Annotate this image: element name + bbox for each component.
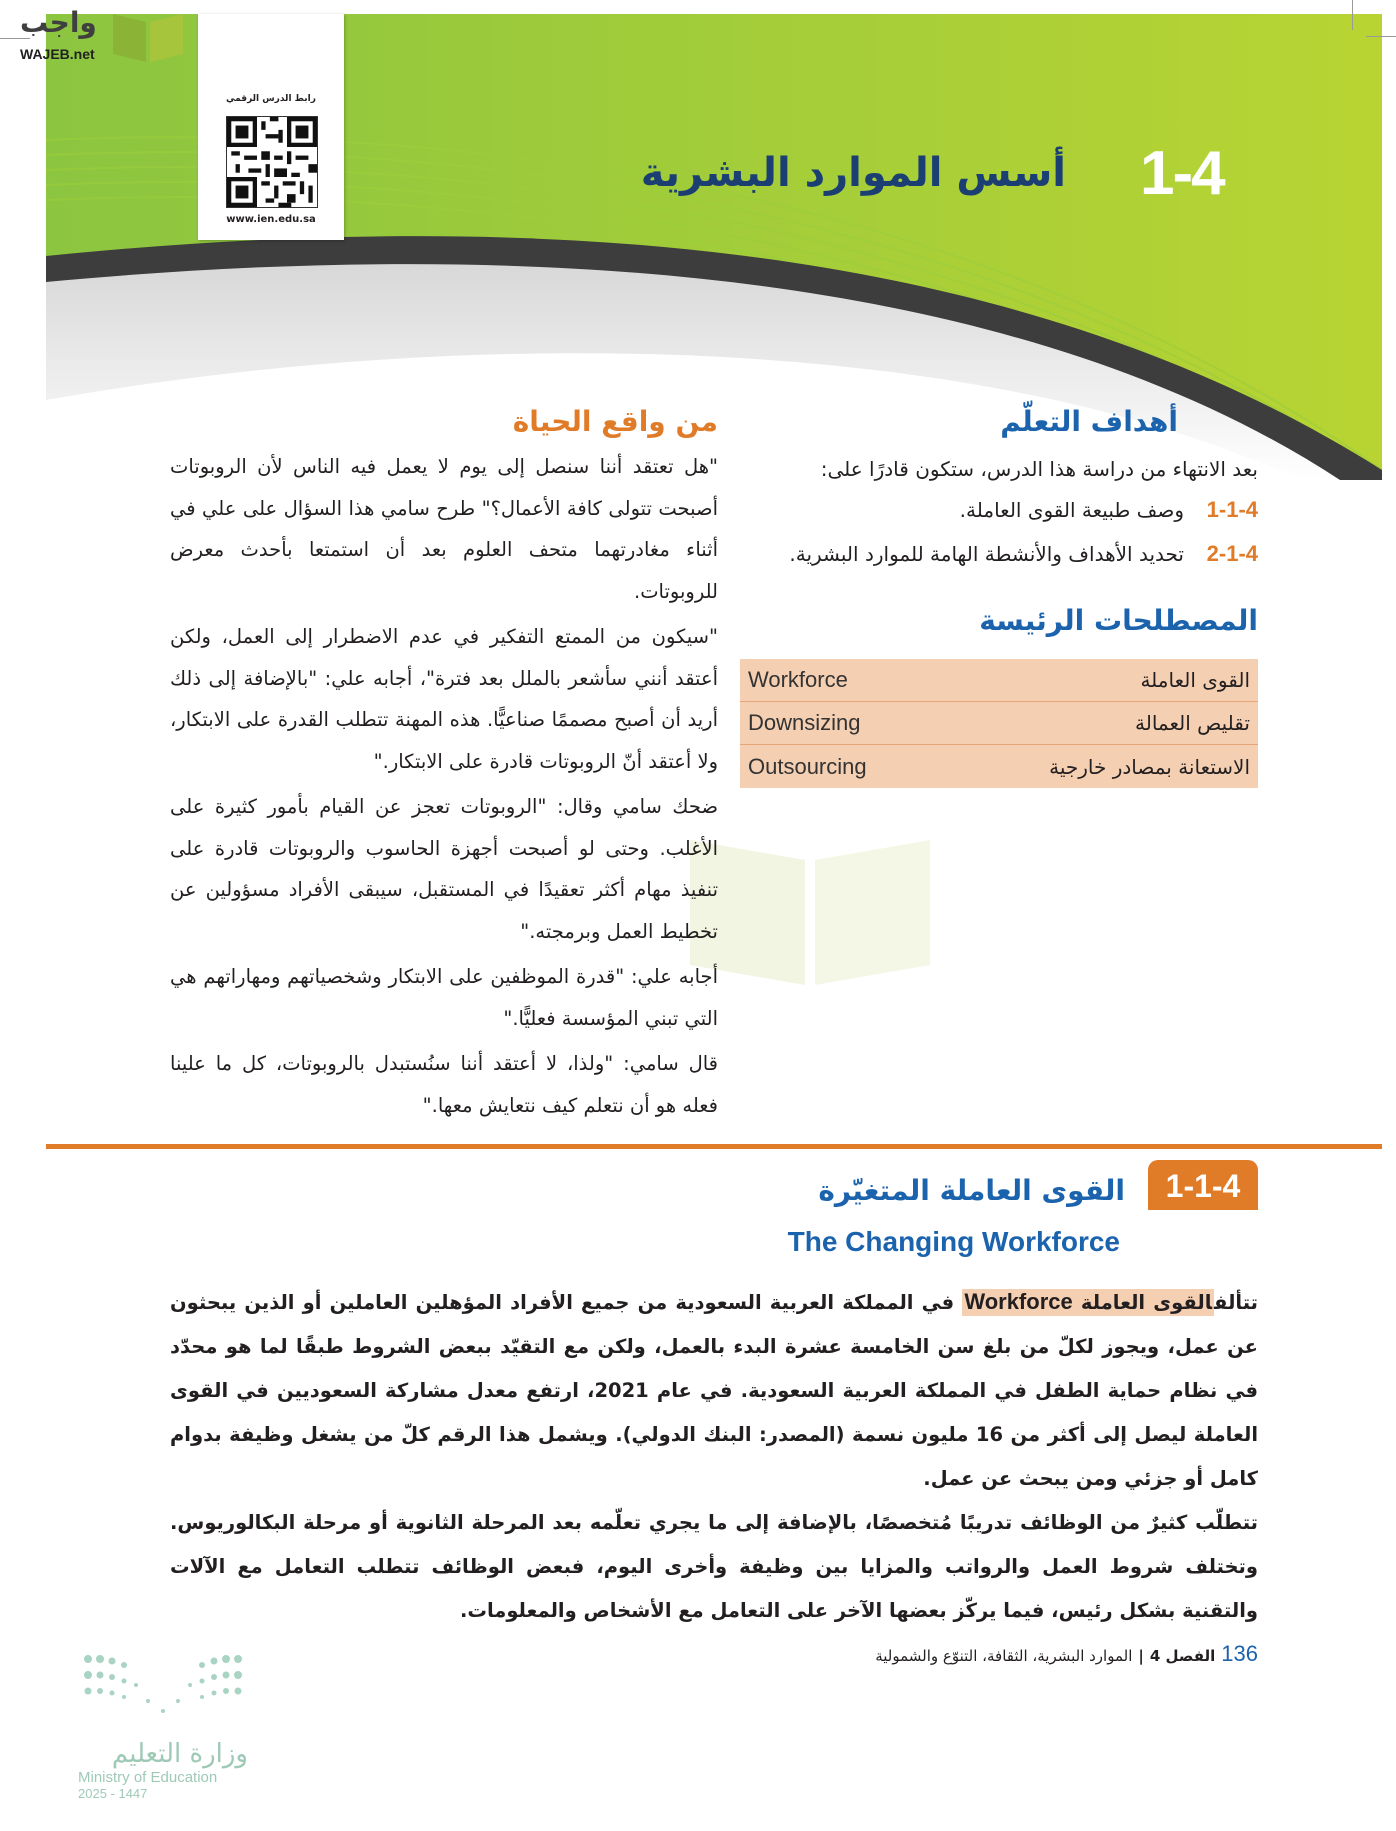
term-row	[740, 702, 1258, 745]
story-paragraph: "هل تعتقد أننا سنصل إلى يوم لا يعمل فيه الناس لأن الروبوتات أصبحت تتولى كافة الأعمال؟" طرح سامي هذا السؤال على علي في أثناء مغادرتهما متحف العلوم بعد أن استمتعا بأحدث معرض للروبوتات.	[170, 455, 718, 603]
objective-number: 1-1-4	[1206, 497, 1258, 522]
term-row	[740, 659, 1258, 702]
wajeb-logo	[8, 4, 188, 64]
story-paragraph: قال سامي: "ولذا، لا أعتقد أننا سنُستبدل بالروبوتات، كل ما علينا فعله هو أن نتعلم كيف نتعايش معها."	[170, 1052, 718, 1117]
chapter-title: الموارد البشرية، الثقافة، التنوّع والشمولية	[875, 1647, 1133, 1665]
term-english: Downsizing	[748, 710, 861, 735]
page-footer	[875, 1641, 1258, 1667]
objective-text: وصف طبيعة القوى العاملة.	[959, 498, 1184, 522]
real-life-heading: من واقع الحياة	[512, 405, 718, 438]
real-life-story	[170, 446, 718, 1126]
objective-item	[740, 490, 1258, 530]
paragraph-text: تتألف	[1214, 1291, 1259, 1314]
lesson-title: أسس الموارد البشرية	[640, 150, 1066, 196]
section-divider	[46, 1144, 1382, 1149]
ministry-name-english: Ministry of Education	[78, 1769, 218, 1786]
ministry-logo	[78, 1651, 258, 1831]
objectives-heading: أهداف التعلّم	[1000, 405, 1178, 438]
footer-separator: |	[1138, 1647, 1144, 1665]
two-columns	[170, 405, 1258, 1130]
ministry-dots-icon	[78, 1651, 248, 1731]
qr-url[interactable]: www.ien.edu.sa	[226, 214, 316, 225]
chapter-label: الفصل 4	[1149, 1647, 1216, 1665]
real-life-column	[170, 405, 718, 1130]
term-arabic: الاستعانة بمصادر خارجية	[1049, 754, 1250, 779]
objective-number: 2-1-4	[1206, 541, 1258, 566]
section-body	[170, 1280, 1258, 1633]
section-header	[170, 1160, 1258, 1280]
section-number-badge: 1-1-4	[1148, 1160, 1258, 1210]
qr-caption: رابط الدرس الرقمي	[226, 94, 316, 104]
book-icon	[108, 4, 188, 64]
story-paragraph: أجابه علي: "قدرة الموظفين على الابتكار وشخصياتهم ومهاراتهم هي التي تبني المؤسسة فعليًّا."	[170, 965, 718, 1030]
body-paragraph: تتطلّب كثيرٌ من الوظائف تدريبًا مُتخصصًا، بالإضافة إلى ما يجري تعلّمه بعد المرحلة الثانوية أو مرحلة البكالوريوس. وتختلف شروط العمل والرواتب والمزايا بين وظيفة وأخرى اليوم، فبعض الوظائف تتطلب التعامل مع الآلات والتقنية بشكل رئيس، فيما يركّز بعضها الآخر على التعامل مع الأشخاص والمعلومات.	[170, 1511, 1258, 1622]
paragraph-text: في المملكة العربية السعودية من جميع الأفراد المؤهلين العاملين أو الذين يبحثون عن عمل، ويجوز لكلّ من بلغ سن الخامسة عشرة البدء بالعمل، ولكن مع التقيّد ببعض الشروط طبقًا لما هو محدّد في نظام حماية الطفل في المملكة العربية السعودية. في عام 2021، ارتفع معدل مشاركة السعوديين في القوى العاملة ليصل إلى أكثر من 16 مليون نسمة (المصدر: البنك الدولي). ويشمل هذا الرقم كلّ من يشغل وظيفة بدوام كامل أو جزئي ومن يبحث عن عمل.	[170, 1291, 1259, 1490]
logo-english: WAJEB.net	[20, 46, 95, 62]
term-arabic: القوى العاملة	[1140, 668, 1250, 692]
key-terms-table	[740, 659, 1258, 788]
term-arabic: تقليص العمالة	[1135, 711, 1250, 735]
term-english: Workforce	[748, 667, 848, 692]
body-paragraph	[170, 1280, 1258, 1501]
objectives-intro: بعد الانتهاء من دراسة هذا الدرس، ستكون قادرًا على:	[820, 457, 1258, 481]
crop-mark	[1352, 0, 1353, 30]
term-english: Workforce	[964, 1289, 1073, 1314]
logo-arabic: واجب	[20, 6, 97, 39]
objective-text: تحديد الأهداف والأنشطة الهامة للموارد البشرية.	[789, 542, 1184, 566]
highlighted-term	[962, 1289, 1214, 1316]
crop-mark	[1366, 36, 1396, 37]
term-row	[740, 745, 1258, 788]
page-bottom	[78, 1641, 1258, 1831]
term-english: Outsourcing	[748, 753, 867, 779]
section-title-english: The Changing Workforce	[787, 1226, 1120, 1257]
story-paragraph: ضحك سامي وقال: "الروبوتات تعجز عن القيام بأمور كثيرة على الأغلب. وحتى لو أصبحت أجهزة الحاسوب والروبوتات قادرة على تنفيذ مهام أكثر تعقيدًا في المستقبل، سيبقى الأفراد مسؤولين عن تخطيط العمل وبرمجته."	[170, 795, 718, 943]
page-number: 136	[1221, 1641, 1258, 1666]
lesson-number: 1-4	[1140, 139, 1224, 208]
objectives-column	[740, 405, 1258, 788]
key-terms-heading: المصطلحات الرئيسة	[979, 604, 1258, 637]
section-title-arabic: القوى العاملة المتغيّرة	[818, 1174, 1125, 1207]
story-paragraph: "سيكون من الممتع التفكير في عدم الاضطرار إلى العمل، ولكن أعتقد أنني سأشعر بالملل بعد فترة"، أجابه علي: "بالإضافة إلى ذلك أريد أن أصبح مصممًا صناعيًّا. هذه المهنة تتطلب القدرة على الابتكار، ولا أعتقد أنّ الروبوتات قادرة على الابتكار."	[170, 625, 718, 773]
qr-code-icon[interactable]	[226, 116, 318, 208]
objective-item	[740, 534, 1258, 574]
qr-card[interactable]	[198, 14, 344, 240]
main-content	[78, 405, 1259, 1831]
ministry-name-arabic: وزارة التعليم	[111, 1739, 248, 1769]
term-arabic: القوى العاملة	[1080, 1291, 1213, 1314]
ministry-year: 2025 - 1447	[78, 1786, 148, 1801]
